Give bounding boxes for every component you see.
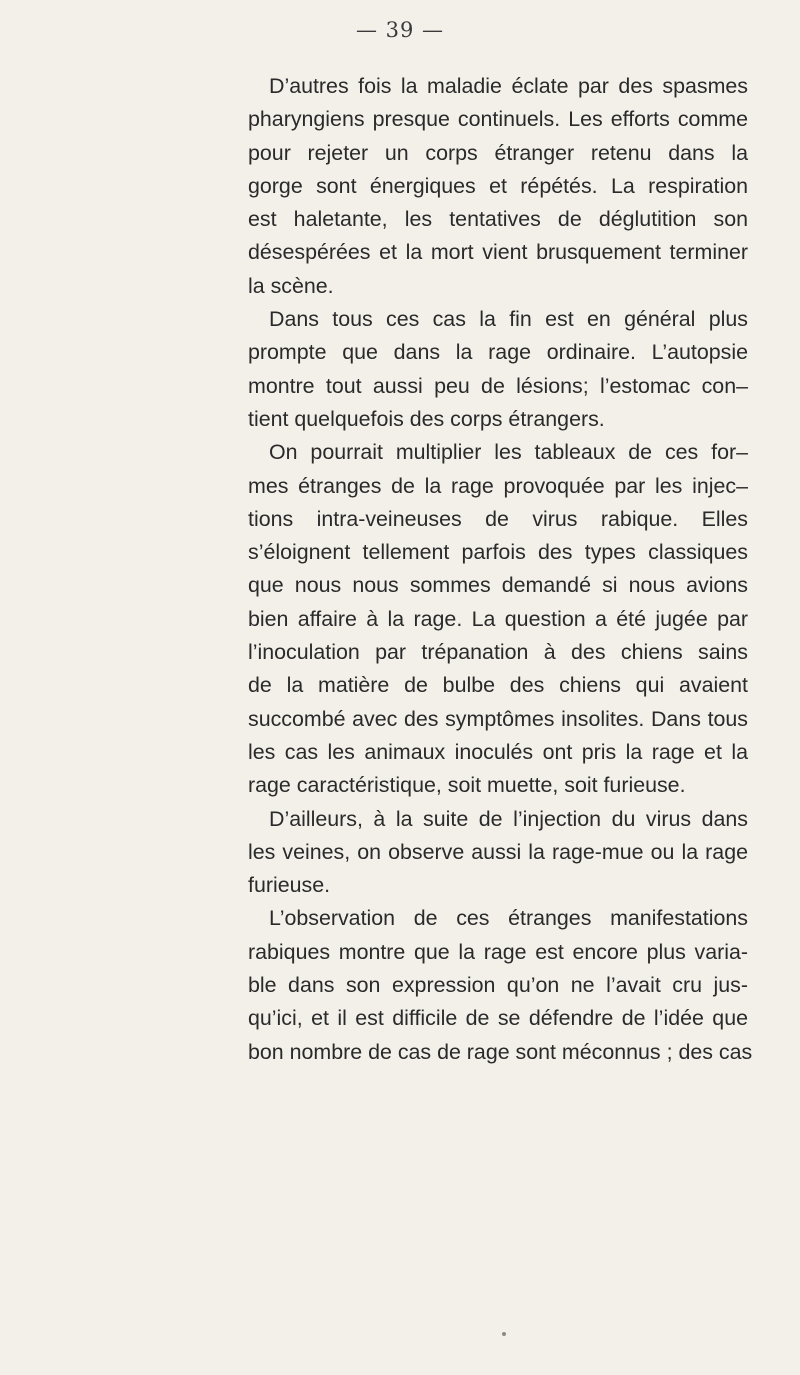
text-line: les veines, on observe aussi la rage-mue ou la rage: [248, 839, 748, 864]
text-line: gorge sont énergiques et répétés. La respiration: [248, 173, 748, 198]
text-line: s’éloignent tellement parfois des types classiques: [248, 540, 748, 565]
text-line: D’autres fois la maladie éclate par des spasmes: [269, 74, 748, 98]
text-line: ble dans son expression qu’on ne l’avait cru jus-: [248, 973, 748, 998]
text-line: furieuse.: [248, 873, 331, 898]
text-line: bon nombre de cas de rage sont méconnus ; des cas: [248, 1039, 753, 1064]
text-line: mes étranges de la rage provoquée par les injec–: [248, 473, 748, 498]
body-text: [248, 70, 753, 1069]
text-line: la scène.: [248, 273, 334, 298]
text-line: montre tout aussi peu de lésions; l’estomac con–: [248, 373, 748, 398]
text-line: succombé avec des symptômes insolites. Dans tous: [248, 706, 748, 731]
text-line: l’inoculation par trépanation à des chiens sains: [248, 640, 748, 665]
print-speck: [502, 1332, 506, 1336]
text-line: pharyngiens presque continuels. Les efforts comme: [248, 107, 748, 132]
text-line: prompte que dans la rage ordinaire. L’autopsie: [248, 340, 748, 365]
text-line: désespérées et la mort vient brusquement terminer: [248, 240, 748, 265]
text-line: les cas les animaux inoculés ont pris la rage et la: [248, 739, 748, 764]
text-line: rabiques montre que la rage est encore plus varia-: [248, 939, 748, 964]
text-line: L’observation de ces étranges manifestations: [269, 906, 748, 931]
page-number: — 39 —: [355, 18, 445, 42]
text-line: est haletante, les tentatives de déglutition son: [248, 207, 748, 232]
text-line: On pourrait multiplier les tableaux de ces for–: [269, 440, 748, 465]
text-line: pour rejeter un corps étranger retenu dans la: [248, 140, 748, 165]
text-line: Dans tous ces cas la fin est en général plus: [269, 307, 748, 332]
text-line: bien affaire à la rage. La question a été jugée par: [248, 606, 748, 631]
text-line: que nous nous sommes demandé si nous avions: [248, 573, 748, 598]
text-line: rage caractéristique, soit muette, soit furieuse.: [248, 773, 686, 798]
text-line: de la matière de bulbe des chiens qui avaient: [248, 673, 748, 698]
text-line: qu’ici, et il est difficile de se défendre de l’idée que: [248, 1006, 748, 1031]
text-line: D’ailleurs, à la suite de l’injection du virus dans: [269, 806, 748, 831]
text-line: tions intra-veineuses de virus rabique. Elles: [248, 506, 748, 531]
text-line: tient quelquefois des corps étrangers.: [248, 406, 605, 431]
